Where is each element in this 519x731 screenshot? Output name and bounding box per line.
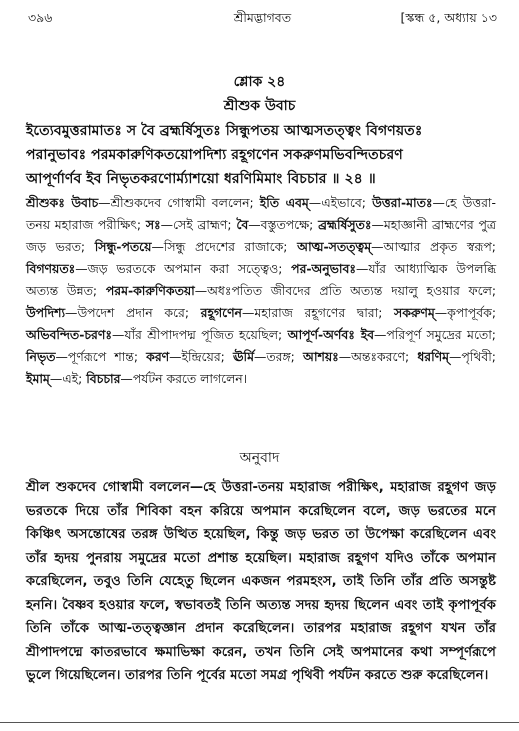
synonym-word: ব্রহ্মর্ষিসুতঃ <box>318 217 372 232</box>
synonym-word: ইমাম্ <box>26 371 50 386</box>
synonym-word: করণ <box>146 349 170 364</box>
word-for-word-synonyms: শ্রীশুকঃ উবাচ—শ্রীশুকদেব গোস্বামী বললেন; ইতি এবম্—এইভাবে; উত্তরা-মাতঃ—হে উত্তরা-তনয় মহারাজ পরীক্ষিৎ; সঃ—সেই ব্রাহ্মণ; বৈ—বস্তুতপক্ষে; ব্রহ্মর্ষিসুতঃ—মহাজ্ঞানী ব্রাহ্মণের পুত্র জড় ভরত; সিন্ধু-পতয়ে—সিন্ধু প্রদেশের রাজাকে; আত্ম-সতত্ত্বম্—আত্মার প্রকৃত স্বরূপ; বিগণয়তঃ—জড় ভরতকে অপমান করা সত্ত্বেও; পর-অনুভাবঃ—যাঁর আধ্যাত্মিক উপলব্ধি অত্যন্ত উন্নত; পরম-কারুণিকতয়া—অধঃপতিত জীবদের প্রতি অত্যন্ত দয়ালু হওয়ার ফলে; উপদিশ্য—উপদেশ প্রদান করে; রহূগণেন—মহারাজ রহূগণের দ্বারা; সকরুণম্—কৃপাপূর্বক; অভিবন্দিত-চরণঃ—যাঁর শ্রীপাদপদ্ম পূজিত হয়েছিল; আপূর্ণ-অর্ণবঃ ইব—পরিপূর্ণ সমুদ্রের মতো; নিভৃত—পূর্ণরূপে শান্ত; করণ—ইন্দ্রিয়ের; ঊর্মি—তরঙ্গ; আশয়ঃ—অন্তঃকরণে; ধরণিম্—পৃথিবী; ইমাম্—এই; বিচচার—পর্যটন করতে লাগলেন। <box>26 195 496 386</box>
bottom-divider <box>0 722 519 723</box>
synonym-meaning: পরিপূর্ণ সমুদ্রের মতো; <box>386 327 496 342</box>
synonym-word: রহূগণেন <box>200 305 242 320</box>
synonym-meaning: যাঁর আধ্যাত্মিক উপলব্ধি অত্যন্ত উন্নত; <box>26 261 496 298</box>
synonym-word: বিচচার <box>86 371 121 386</box>
synonym-meaning: কৃপাপূর্বক; <box>447 305 496 320</box>
translation-heading: অনুবাদ <box>239 450 280 466</box>
synonym-word: আশয়ঃ <box>303 349 339 364</box>
synonym-meaning: পূর্ণরূপে শান্ত; <box>67 349 147 364</box>
verse-line: ইত্যেবমুত্তরামাতঃ স বৈ ব্রহ্মর্ষিসুতঃ সিন্ধুপতয় আত্মসতত্ত্বং বিগণয়তঃ <box>26 123 423 139</box>
synonym-word: ঊর্মি <box>233 349 254 364</box>
synonym-meaning: এইভাবে; <box>321 195 373 210</box>
synonym-word: নিভৃত <box>26 349 56 364</box>
synonym-word: ধরণিম্ <box>417 349 449 364</box>
synonym-word: উপদিশ্য <box>26 305 66 320</box>
synonym-word: সঃ <box>145 217 161 232</box>
synonym-word: আত্ম-সতত্ত্বম্ <box>297 239 372 254</box>
synonym-word: আপূর্ণ-অর্ণবঃ ইব <box>287 327 375 342</box>
synonym-meaning: ইন্দ্রিয়ের; <box>181 349 233 364</box>
synonym-meaning: তরঙ্গ; <box>266 349 304 364</box>
synonym-word: ইতি এবম্ <box>259 195 309 210</box>
verse-title: শ্লোক ২৪ <box>233 74 286 90</box>
synonym-word: সকরুণম্ <box>394 305 435 320</box>
synonym-meaning: আত্মার প্রকৃত স্বরূপ; <box>383 239 496 254</box>
synonym-word: পর-অনুভাবঃ <box>291 261 356 276</box>
sanskrit-verse <box>26 119 496 191</box>
synonym-meaning: বস্তুতপক্ষে; <box>260 217 319 232</box>
synonym-meaning: হে উত্তরা-তনয় মহারাজ পরীক্ষিৎ; <box>26 195 496 232</box>
synonym-word: বিগণয়তঃ <box>26 261 76 276</box>
verse-line: পরানুভাবঃ পরমকারুণিকতয়োপদিশ্য রহূগণেন সকরুণমভিবন্দিতচরণ <box>26 147 403 163</box>
synonym-word: উত্তরা-মাতঃ <box>372 195 433 210</box>
synonym-word: সিন্ধু-পতয়ে <box>94 239 152 254</box>
synonym-word: শ্রীশুকঃ উবাচ <box>26 195 99 210</box>
synonym-meaning: মহাজ্ঞানী ব্রাহ্মণের পুত্র জড় ভরত; <box>26 217 496 254</box>
verse-speaker: শ্রীশুক উবাচ <box>223 98 296 114</box>
synonym-meaning: অধঃপতিত জীবদের প্রতি অত্যন্ত দয়ালু হওয়ার ফলে; <box>207 283 496 298</box>
page-number: ৩৯৬ <box>28 10 53 25</box>
synonym-meaning: জড় ভরতকে অপমান করা সত্ত্বেও; <box>87 261 292 276</box>
synonym-meaning: যাঁর শ্রীপাদপদ্ম পূজিত হয়েছিল; <box>124 327 288 342</box>
page-header <box>28 10 497 30</box>
chapter-reference: [স্কন্ধ ৫, অধ্যায় ১৩ <box>400 10 497 25</box>
synonym-meaning: এই; <box>62 371 87 386</box>
synonym-meaning: পর্যটন করতে লাগলেন। <box>132 371 248 386</box>
synonym-word: বৈ <box>236 217 249 232</box>
verse-line: আপূর্ণার্ণব ইব নিভৃতকরণোর্ম্যাশয়ো ধরণিমিমাং বিচচার ॥ ২৪ ॥ <box>26 171 376 187</box>
synonym-meaning: সেই ব্রাহ্মণ; <box>173 217 237 232</box>
synonym-meaning: উপদেশ প্রদান করে; <box>77 305 201 320</box>
synonym-meaning: সিন্ধু প্রদেশের রাজাকে; <box>163 239 298 254</box>
synonym-meaning: শ্রীশুকদেব গোস্বামী বললেন; <box>110 195 260 210</box>
synonym-meaning: অন্তঃকরণে; <box>351 349 418 364</box>
synonym-meaning: পৃথিবী; <box>461 349 496 364</box>
synonym-meaning: মহারাজ রহূগণের দ্বারা; <box>254 305 395 320</box>
translation-paragraph: শ্রীল শুকদেব গোস্বামী বললেন—হে উত্তরা-তনয় মহারাজ পরীক্ষিৎ, মহারাজ রহূগণ জড় ভরতকে দিয়ে তাঁর শিবিকা বহন করিয়ে অপমান করেছিলেন বলে, জড় ভরতের মনে কিঞ্চিৎ অসন্তোষের তরঙ্গ উত্থিত হয়েছিল, কিন্তু জড় ভরত তা উপেক্ষা করেছিলেন এবং তাঁর হৃদয় পুনরায় সমুদ্রের মতো প্রশান্ত হয়েছিল। মহারাজ রহূগণ যদিও তাঁকে অপমান করেছিলেন, তবুও তিনি যেহেতু ছিলেন একজন পরমহংস, তাই তিনি তাঁর প্রতি অসন্তুষ্ট হননি। বৈষ্ণব হওয়ার ফলে, স্বভাবতই তিনি অত্যন্ত সদয় হৃদয় ছিলেন এবং তাই কৃপাপূর্বক তিনি তাঁকে আত্ম-তত্ত্বজ্ঞান প্রদান করেছিলেন। তারপর মহারাজ রহূগণ যখন তাঁর শ্রীপাদপদ্মে কাতরভাবে ক্ষমাভিক্ষা করেন, তখন তিনি সেই অপমানের কথা সম্পূর্ণরূপে ভুলে গিয়েছিলেন। তারপর তিনি পূর্বের মতো সমগ্র পৃথিবী পর্যটন করতে শুরু করেছিলেন। <box>26 480 496 683</box>
synonym-word: পরম-কারুণিকতয়া <box>105 283 195 298</box>
synonym-word: অভিবন্দিত-চরণঃ <box>26 327 112 342</box>
book-title: শ্রীমদ্ভাগবত <box>233 10 292 25</box>
